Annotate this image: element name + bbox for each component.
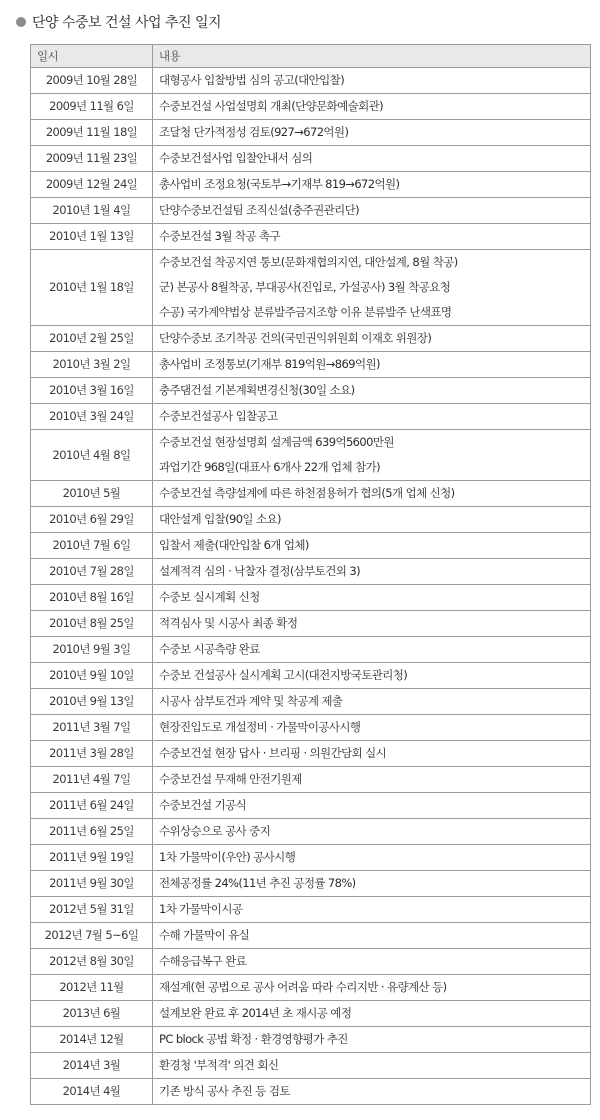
row-date: 2011년 3월 7일 [31, 715, 153, 741]
row-date: 2010년 7월 6일 [31, 533, 153, 559]
header-row [31, 45, 591, 68]
table-row [31, 1001, 591, 1027]
row-date: 2009년 11월 6일 [31, 94, 153, 120]
table-row [31, 949, 591, 975]
table-row [31, 585, 591, 611]
row-content-line: 기존 방식 공사 추진 등 검토 [159, 1084, 290, 1098]
row-content [153, 793, 591, 819]
row-date: 2012년 8월 30일 [31, 949, 153, 975]
table-row [31, 975, 591, 1001]
row-date: 2010년 6월 29일 [31, 507, 153, 533]
row-date: 2010년 3월 16일 [31, 378, 153, 404]
row-content [153, 767, 591, 793]
row-date: 2010년 3월 24일 [31, 404, 153, 430]
row-content [153, 1027, 591, 1053]
row-content-line: 군) 본공사 8월착공, 부대공사(진입로, 가설공사) 3월 착공요청 [159, 280, 451, 294]
row-content-line: 총사업비 조정통보(기재부 819억원→869억원) [159, 357, 380, 371]
row-content [153, 1079, 591, 1105]
row-content-line: 수중보 시공측량 완료 [159, 642, 260, 656]
row-date: 2010년 9월 3일 [31, 637, 153, 663]
row-content [153, 224, 591, 250]
table-body [31, 68, 591, 1105]
row-content-line: 단양수중보 조기착공 건의(국민권익위원회 이재호 위원장) [159, 331, 432, 345]
table-row [31, 172, 591, 198]
row-content [153, 533, 591, 559]
table-row [31, 198, 591, 224]
row-content [153, 637, 591, 663]
table-row [31, 767, 591, 793]
row-content [153, 1053, 591, 1079]
row-date: 2009년 12월 24일 [31, 172, 153, 198]
table-row [31, 430, 591, 481]
row-content-line: 총사업비 조정요청(국토부→기재부 819→672억원) [159, 177, 400, 191]
row-content [153, 715, 591, 741]
row-content-line: 재설계(현 공법으로 공사 어려움 따라 수리지반 · 유량계산 등) [159, 980, 447, 994]
row-content [153, 611, 591, 637]
table-row [31, 146, 591, 172]
row-content [153, 1001, 591, 1027]
row-content-line: 과업기간 968일(대표사 6개사 22개 업체 참가) [159, 460, 380, 474]
row-date: 2010년 5월 [31, 481, 153, 507]
row-content [153, 689, 591, 715]
row-content-line: 수해응급복구 완료 [159, 954, 247, 968]
row-date: 2012년 11월 [31, 975, 153, 1001]
row-date: 2014년 3월 [31, 1053, 153, 1079]
table-row [31, 559, 591, 585]
row-content-line: 대안설계 입찰(90일 소요) [159, 512, 281, 526]
header-date: 일시 [31, 45, 153, 68]
row-content-line: 설계적격 심의 · 낙찰자 결정(삼부토건외 3) [159, 564, 360, 578]
row-date: 2010년 8월 16일 [31, 585, 153, 611]
table-row [31, 250, 591, 326]
table-row [31, 481, 591, 507]
row-content-line: 충주댐건설 기본계획변경신청(30일 소요) [159, 383, 355, 397]
row-content-line: 조달청 단가적정성 검토(927→672억원) [159, 125, 349, 139]
row-content-line: 전체공정률 24%(11년 추진 공정률 78%) [159, 876, 356, 890]
row-content-line: 수중보건설사업 입찰안내서 심의 [159, 151, 313, 165]
document-title [16, 10, 221, 34]
row-date: 2014년 4월 [31, 1079, 153, 1105]
row-content [153, 94, 591, 120]
row-content [153, 250, 591, 326]
row-content-line: 적격심사 및 시공사 최종 확정 [159, 616, 298, 630]
table-row [31, 404, 591, 430]
table-row [31, 1053, 591, 1079]
row-content [153, 172, 591, 198]
row-content [153, 481, 591, 507]
row-content [153, 404, 591, 430]
row-content [153, 975, 591, 1001]
row-content [153, 198, 591, 224]
row-date: 2012년 5월 31일 [31, 897, 153, 923]
table-row [31, 68, 591, 94]
row-date: 2010년 9월 10일 [31, 663, 153, 689]
row-date: 2009년 11월 18일 [31, 120, 153, 146]
row-date: 2012년 7월 5~6일 [31, 923, 153, 949]
row-content-line: 수중보 건설공사 실시계획 고시(대전지방국토관리청) [159, 668, 408, 682]
timeline-table [30, 44, 591, 1105]
title-text: 단양 수중보 건설 사업 추진 일지 [32, 15, 222, 31]
row-content-line: 수중보건설 사업설명회 개최(단양문화예술회관) [159, 99, 384, 113]
row-date: 2011년 4월 7일 [31, 767, 153, 793]
table-row [31, 845, 591, 871]
table-row [31, 378, 591, 404]
row-content [153, 949, 591, 975]
row-content [153, 559, 591, 585]
row-date: 2010년 7월 28일 [31, 559, 153, 585]
row-content-line: 대형공사 입찰방법 심의 공고(대안입찰) [159, 73, 345, 87]
table-row [31, 1027, 591, 1053]
row-content-line: 수중보건설 착공지연 통보(문화재협의지연, 대안설계, 8월 착공) [159, 255, 458, 269]
table-row [31, 715, 591, 741]
row-content [153, 378, 591, 404]
table-row [31, 224, 591, 250]
row-content [153, 741, 591, 767]
row-content [153, 326, 591, 352]
row-content-line: 수중보건설 현장설명회 설계금액 639억5600만원 [159, 435, 394, 449]
row-date: 2009년 10월 28일 [31, 68, 153, 94]
table-row [31, 663, 591, 689]
table-row [31, 1079, 591, 1105]
table-row [31, 793, 591, 819]
row-content-line: 1차 가물막이시공 [159, 902, 243, 916]
row-date: 2013년 6월 [31, 1001, 153, 1027]
table-row [31, 923, 591, 949]
row-content [153, 871, 591, 897]
row-date: 2010년 1월 18일 [31, 250, 153, 326]
row-content-line: 입찰서 제출(대안입찰 6개 업체) [159, 538, 309, 552]
table-row [31, 689, 591, 715]
row-content [153, 146, 591, 172]
table-row [31, 611, 591, 637]
row-content-line: 설계보완 완료 후 2014년 초 재시공 예정 [159, 1006, 352, 1020]
row-content-line: 시공사 삼부토건과 계약 및 착공계 제출 [159, 694, 343, 708]
row-content [153, 819, 591, 845]
table-row [31, 120, 591, 146]
row-content [153, 923, 591, 949]
row-date: 2011년 6월 24일 [31, 793, 153, 819]
row-date: 2010년 8월 25일 [31, 611, 153, 637]
row-content [153, 585, 591, 611]
row-content [153, 430, 591, 481]
row-content [153, 352, 591, 378]
row-content-line: 수공) 국가계약법상 분류발주금지조항 이유 분류발주 난색표명 [159, 305, 452, 319]
row-content-line: 1차 가물막이(우안) 공사시행 [159, 850, 296, 864]
row-content-line: 수위상승으로 공사 중지 [159, 824, 271, 838]
row-content [153, 897, 591, 923]
table-row [31, 897, 591, 923]
row-content-line: 수중보건설 무재해 안전기원제 [159, 772, 302, 786]
table-row [31, 637, 591, 663]
table-row [31, 819, 591, 845]
table-row [31, 741, 591, 767]
row-content [153, 507, 591, 533]
table-row [31, 352, 591, 378]
row-content-line: PC block 공법 확정 · 환경영향평가 추진 [159, 1032, 348, 1046]
row-content-line: 수해 가물막이 유실 [159, 928, 250, 942]
row-content [153, 120, 591, 146]
table-row [31, 507, 591, 533]
table-row [31, 871, 591, 897]
row-content-line: 환경청 '부적격' 의견 회신 [159, 1058, 279, 1072]
row-date: 2011년 9월 19일 [31, 845, 153, 871]
row-content-line: 수중보건설 현장 답사 · 브리핑 · 의원간담회 실시 [159, 746, 387, 760]
bullet-icon [16, 17, 26, 27]
row-date: 2010년 9월 13일 [31, 689, 153, 715]
row-content [153, 663, 591, 689]
row-content-line: 단양수중보건설팀 조직신설(충주권관리단) [159, 203, 359, 217]
row-content [153, 845, 591, 871]
row-date: 2011년 6월 25일 [31, 819, 153, 845]
row-date: 2014년 12월 [31, 1027, 153, 1053]
row-content-line: 수중보건설 기공식 [159, 798, 247, 812]
row-date: 2010년 1월 4일 [31, 198, 153, 224]
row-date: 2010년 2월 25일 [31, 326, 153, 352]
table-row [31, 94, 591, 120]
table-row [31, 533, 591, 559]
row-date: 2010년 3월 2일 [31, 352, 153, 378]
row-content-line: 수중보 실시계획 신청 [159, 590, 260, 604]
row-date: 2011년 9월 30일 [31, 871, 153, 897]
row-content-line: 수중보건설 3월 착공 촉구 [159, 229, 280, 243]
table-row [31, 326, 591, 352]
row-content [153, 68, 591, 94]
row-date: 2010년 4월 8일 [31, 430, 153, 481]
row-content-line: 수중보건설공사 입찰공고 [159, 409, 278, 423]
row-content-line: 현장진입도로 개설정비 · 가물막이공사시행 [159, 720, 361, 734]
row-date: 2011년 3월 28일 [31, 741, 153, 767]
row-date: 2009년 11월 23일 [31, 146, 153, 172]
row-date: 2010년 1월 13일 [31, 224, 153, 250]
row-content-line: 수중보건설 측량설계에 따른 하천점용허가 협의(5개 업체 신청) [159, 486, 455, 500]
header-content: 내용 [153, 45, 591, 68]
